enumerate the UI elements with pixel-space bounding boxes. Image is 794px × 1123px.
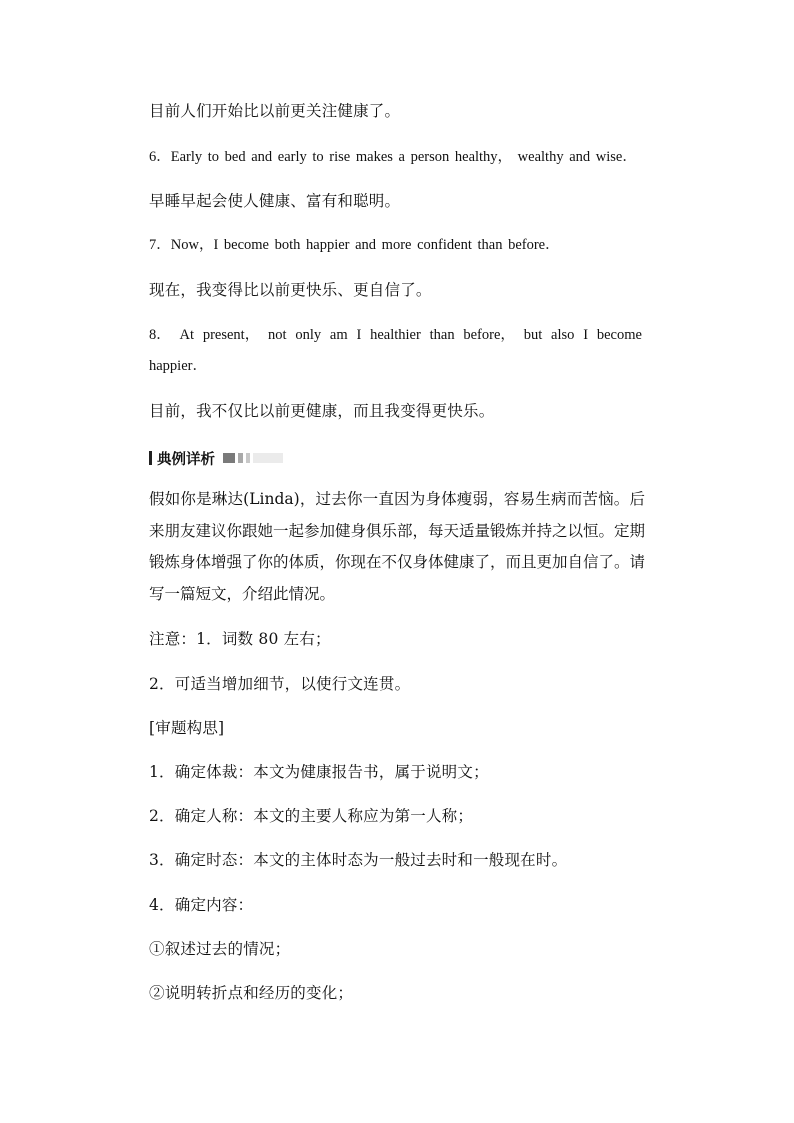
sentence-7-english: 7．Now，I become both happier and more confident than before． [149,237,560,253]
sentence-6-english: 6．Early to bed and early to rise makes a person healthy， wealthy and wise． [149,149,637,165]
word: healthier [370,327,421,343]
word: I [356,327,362,343]
word: am [329,327,348,343]
section-heading [149,448,283,468]
step-genre: 1．确定体裁：本文为健康报告书，属于说明文； [149,763,489,781]
step-person: 2．确定人称：本文的主要人称应为第一人称； [149,807,474,825]
sentence-8-translation: 目前，我不仅比以前更健康，而且我变得更快乐。 [149,402,495,420]
step-tense: 3．确定时态：本文的主体时态为一般过去时和一般现在时。 [149,851,568,869]
sentence-6-translation: 早睡早起会使人健康、富有和聪明。 [149,192,401,210]
note-word-count: 注意：1．词数 80 左右； [149,630,331,648]
sentence-8-english-line1 [149,325,642,345]
section-title: 典例详析 [157,451,215,468]
note-details: 2．可适当增加细节，以使行文连贯。 [149,675,411,693]
word: At [179,327,195,343]
heading-decoration-icon [223,453,283,463]
word: also [551,327,575,343]
heading-bar-icon [149,451,152,465]
word: not [268,327,287,343]
word: 8． [149,327,171,343]
content-item-2: ②说明转折点和经历的变化； [149,984,354,1002]
analysis-title: [审题构思] [149,719,225,737]
sentence-5-translation: 目前人们开始比以前更关注健康了。 [149,102,401,120]
word: before， [463,327,515,343]
word: but [523,327,543,343]
task-prompt: 假如你是琳达(Linda)，过去你一直因为身体瘦弱，容易生病而苦恼。后来朋友建议你跟她一起参加健身俱乐部，每天适量锻炼并持之以恒。定期锻炼身体增强了你的体质，你现在不仅身体健康了，而且更加自信了。请写一篇短文，介绍此情况。 [149,490,646,603]
sentence-8-english-line2: happier． [149,358,207,374]
content-item-1: ①叙述过去的情况； [149,940,291,958]
word: than [429,327,455,343]
step-content: 4．确定内容： [149,896,254,914]
sentence-7-translation: 现在，我变得比以前更快乐、更自信了。 [149,281,432,299]
word: become [596,327,642,343]
word: I [583,327,589,343]
word: only [295,327,322,343]
word: present， [202,327,260,343]
